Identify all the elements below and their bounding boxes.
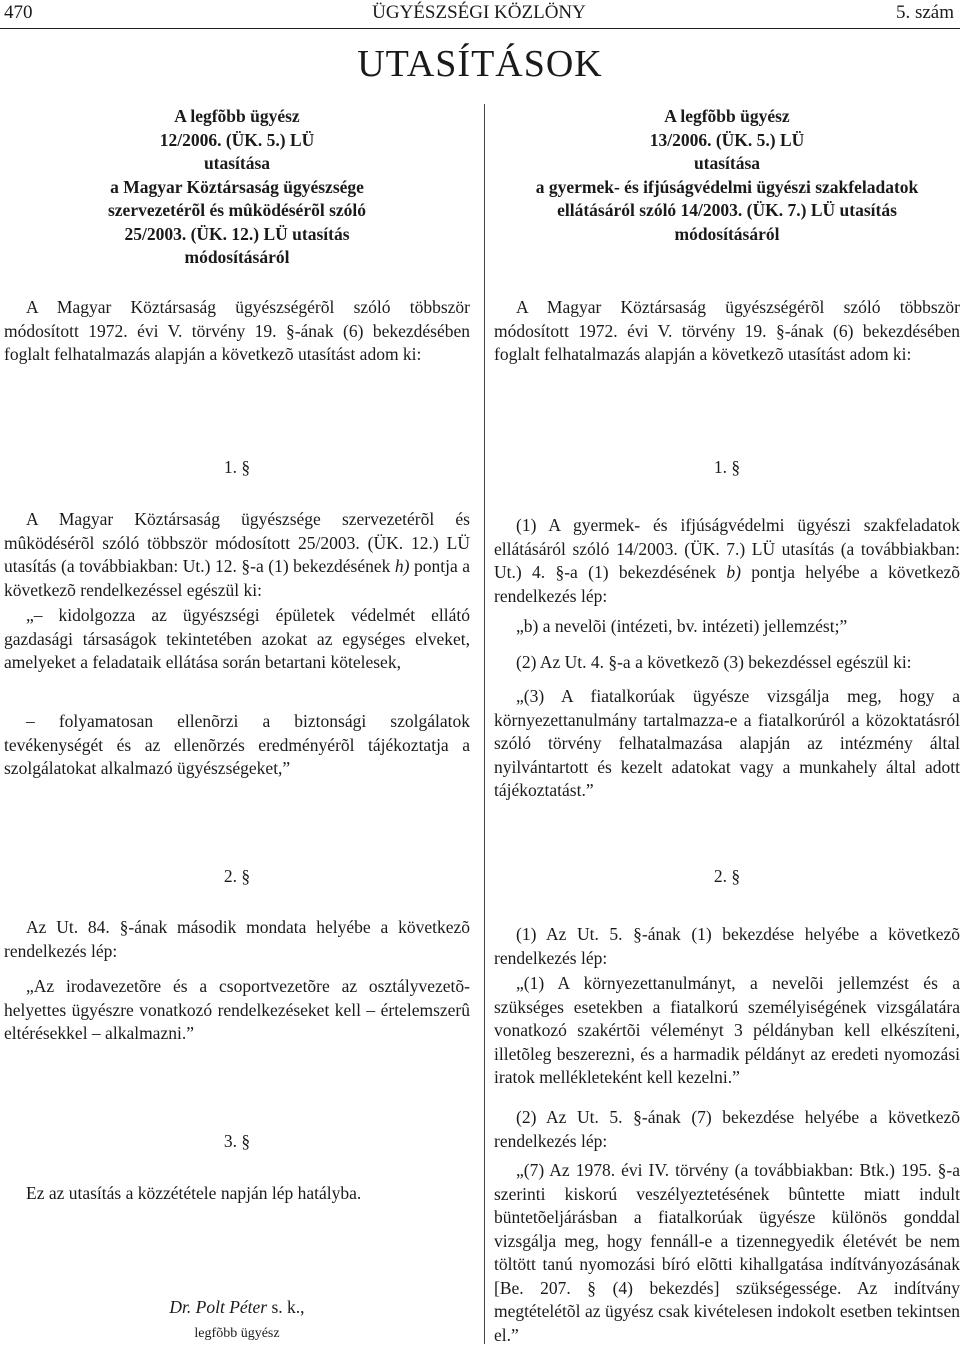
title-line: ellátásáról szóló 14/2003. (ÜK. 7.) LÜ utasítás <box>557 200 897 220</box>
title-line: módosításáról <box>674 223 780 244</box>
right-instruction-title <box>494 105 960 246</box>
point-letter: b) <box>726 562 741 582</box>
right-section-2-quote-2: „(7) Az 1978. évi IV. törvény (a továbbiakban: Btk.) 195. §-a szerinti kiskorú veszélyeztetésének bûntette miatt indult büntetõeljárásban a fiatalkorúak ügyésze különös gonddal vizsgálja meg, hogy fennáll-e a tizennegyedik életévét be nem töltött tanú nyomozási bíró elõtti kihallgatása indítványozásának [Be. 207. § (4) bekezdés] szükségessége. Az indítvány megtételétõl az ügyész csak kivételesen indokolt esetben tekintsen el.” <box>494 1160 960 1345</box>
title-line: utasítása <box>693 153 761 173</box>
left-preamble: A Magyar Köztársaság ügyészségérõl szóló többször módosított 1972. évi V. törvény 19. §-ának (6) bekezdésében foglalt felhatalmazás alapján a következõ utasítást adom ki: <box>4 297 470 364</box>
signature-suffix: s. k., <box>267 1297 305 1317</box>
title-line: módosításáról <box>184 247 290 267</box>
column-divider <box>484 104 485 1344</box>
right-section-2-quote-1: „(1) A környezettanulmányt, a nevelõi jellemzést és a szükséges esetekben a fiatalkorú személyiségének vizsgálatára vonatkozó szakértõi véleményt 3 példányban kell elkészíteni, illetõleg beszerezni, és a harmadik példányt az eredeti nyomozási iratok mellékleteként kell kezelni.” <box>494 973 960 1087</box>
left-section-1-item-2: – folyamatosan ellenõrzi a biztonsági szolgálatok tevékenységét és az ellenõrzés eredményérõl tájékoztatja a szolgálatokat alkalmazó ügyészségeket,” <box>4 711 470 778</box>
right-section-1-heading: 1. § <box>713 457 741 477</box>
left-section-2-heading: 2. § <box>223 866 251 886</box>
left-section-3-heading: 3. § <box>223 1131 251 1151</box>
left-instruction-title <box>4 105 470 270</box>
header-rule <box>0 28 960 29</box>
running-header <box>4 2 954 28</box>
signature-block <box>4 1296 470 1345</box>
right-section-1-para-2: (2) Az Ut. 4. §-a a következõ (3) bekezdéssel egészül ki: <box>516 652 912 672</box>
right-section-1-para-1: (1) A gyermek- és ifjúságvédelmi ügyészi szakfeladatok ellátásáról szóló 14/2003. (ÜK. 7.) LÜ utasítás (a továbbiakban: Ut.) 4. §-a (1) bekezdésének b) pontja helyébe a következõ rendelkezés lép: <box>494 515 960 606</box>
left-section-1-text: A Magyar Köztársaság ügyészsége szervezetérõl és mûködésérõl szóló többször módosított 25/2003. (ÜK. 12.) LÜ utasítás (a továbbiakban: Ut.) 12. §-a (1) bekezdésének h) pontja a következõ rendelkezéssel egészül ki: <box>4 509 470 600</box>
issue-number: 5. szám <box>895 2 954 23</box>
section-title: UTASÍTÁSOK <box>357 43 603 85</box>
point-letter: h) <box>394 556 410 576</box>
title-line: szervezetérõl és mûködésérõl szóló <box>107 200 367 220</box>
title-line: 12/2006. (ÜK. 5.) LÜ <box>159 129 315 150</box>
left-section-2-quote: „Az irodavezetõre és a csoportvezetõre az osztályvezetõ-helyettes ügyészre vonatkozó rendelkezéseket kell – értelemszerû eltérésekkel – alkalmazni.” <box>4 976 470 1043</box>
left-section-2-text: Az Ut. 84. §-ának második mondata helyébe a következõ rendelkezés lép: <box>4 917 470 961</box>
right-section-2-para-1: (1) Az Ut. 5. §-ának (1) bekezdése helyébe a következõ rendelkezés lép: <box>494 924 960 968</box>
signatory-name: Dr. Polt Péter <box>169 1297 268 1317</box>
right-preamble: A Magyar Köztársaság ügyészségérõl szóló többször módosított 1972. évi V. törvény 19. §-ának (6) bekezdésében foglalt felhatalmazás alapján a következõ utasítást adom ki: <box>494 297 960 364</box>
signatory-role: legfõbb ügyész <box>194 1325 280 1341</box>
title-line: a gyermek- és ifjúságvédelmi ügyészi szakfeladatok <box>535 176 919 197</box>
right-section-1-quote-1: „b) a nevelõi (intézeti, bv. intézeti) jellemzést;” <box>516 616 848 636</box>
right-section-2-heading: 2. § <box>713 866 741 886</box>
title-line: A legfõbb ügyész <box>664 106 790 126</box>
right-section-2-para-2: (2) Az Ut. 5. §-ának (7) bekezdése helyébe a következõ rendelkezés lép: <box>494 1107 960 1151</box>
title-line: A legfõbb ügyész <box>174 106 300 126</box>
page-number: 470 <box>4 2 33 23</box>
title-line: a Magyar Köztársaság ügyészsége <box>110 176 364 197</box>
title-line: 13/2006. (ÜK. 5.) LÜ <box>649 129 805 150</box>
title-line: 25/2003. (ÜK. 12.) LÜ utasítás <box>124 223 350 244</box>
left-section-1-heading: 1. § <box>223 457 251 477</box>
right-section-1-quote-2: „(3) A fiatalkorúak ügyésze vizsgálja meg, hogy a környezettanulmány tartalmazza-e a fiatalkorúról a közoktatásról szóló törvény felhatalmazása alapján az intézmény által nyilvántartott és kezelt adatokat vagy a munkahely által adott tájékoztatást.” <box>494 686 960 800</box>
title-line: utasítása <box>203 153 271 173</box>
journal-title: ÜGYÉSZSÉGI KÖZLÖNY <box>372 2 586 23</box>
left-section-3-text: Ez az utasítás a közzététele napján lép hatályba. <box>26 1183 362 1203</box>
left-section-1-item-1: „– kidolgozza az ügyészségi épületek védelmét ellátó gazdasági társaságok tekintetében azokat az egységes elveket, amelyeket a feladataik ellátása során betartani kötelesek, <box>4 605 470 672</box>
